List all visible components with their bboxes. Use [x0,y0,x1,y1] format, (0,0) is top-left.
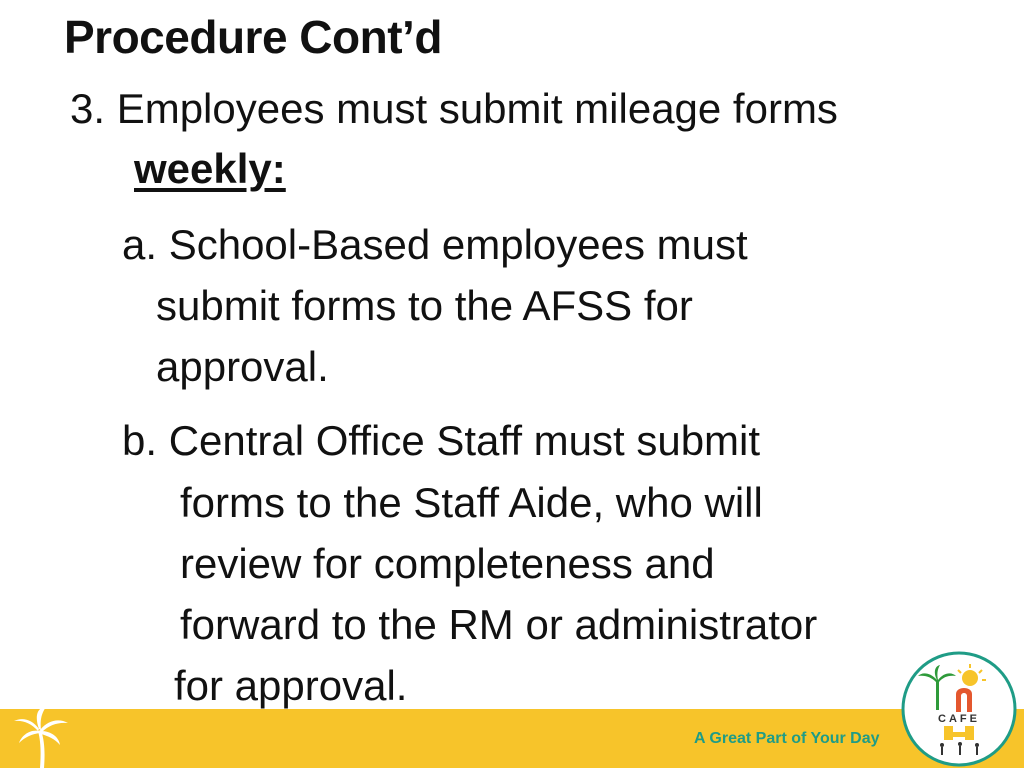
cafe-logo [900,650,1018,768]
item-3-text: 3. Employees must submit mileage forms [70,85,838,132]
item-b-line-5: for approval. [174,662,408,709]
slide-title: Procedure Cont’d [64,11,442,63]
item-b-line-2: forms to the Staff Aide, who will [180,479,763,526]
footer-tagline: A Great Part of Your Day [694,730,880,747]
item-b-line-1: b. Central Office Staff must submit [122,417,761,464]
item-a-line-1: a. School-Based employees must [122,221,748,268]
item-a-line-3: approval. [156,343,329,390]
item-a-line-2: submit forms to the AFSS for [156,282,693,329]
palm-tree-icon [10,709,80,768]
logo-text: CAFE [938,713,980,725]
item-b-line-4: forward to the RM or administrator [180,601,818,648]
item-b-line-3: review for completeness and [180,540,715,587]
item-3-emphasis: weekly: [134,145,286,192]
